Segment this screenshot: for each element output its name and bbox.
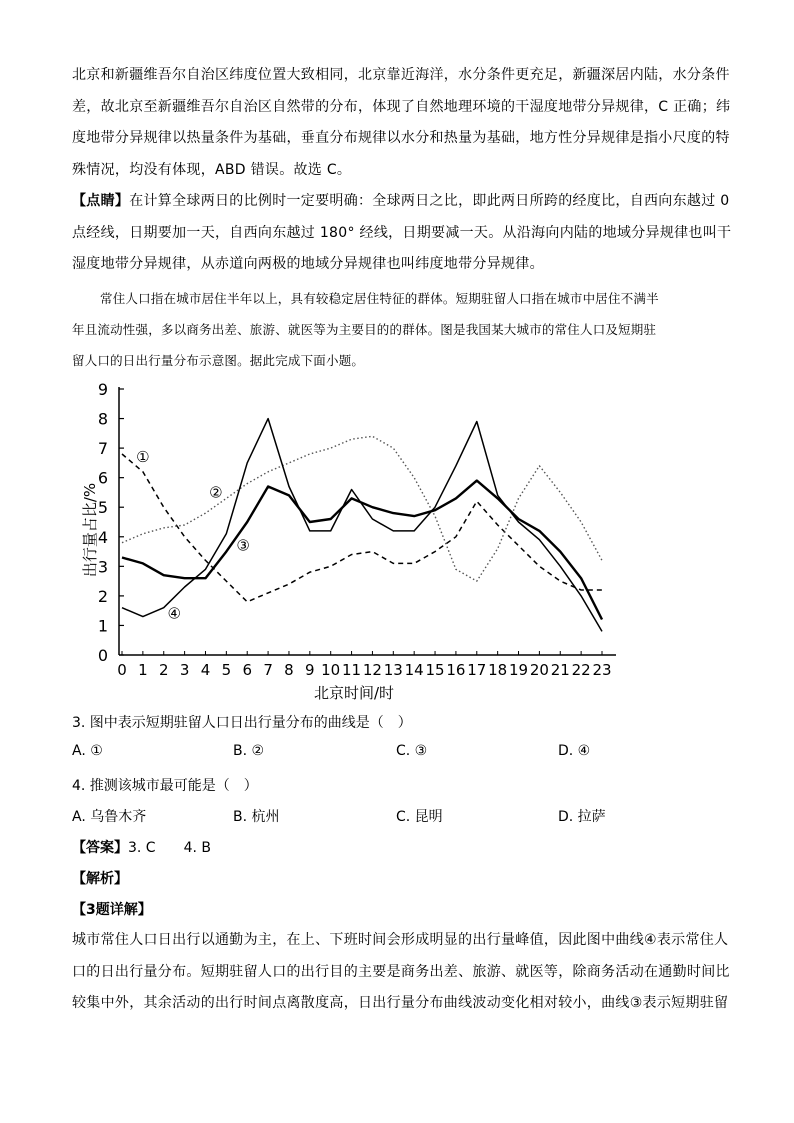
series-line-3 (122, 481, 602, 620)
x-tick-label: 6 (242, 661, 252, 679)
y-tick-label: 7 (97, 439, 108, 459)
y-tick-label: 5 (97, 498, 108, 518)
intro-line: 殊情况，均没有体现，ABD 错误。故选 C。 (72, 161, 352, 178)
detail-line: 口的日出行量分布。短期驻留人口的出行目的主要是商务出差、旅游、就医等，除商务活动在通勤时间比 (72, 963, 730, 980)
x-tick-label: 7 (263, 661, 273, 679)
q3-option-d[interactable]: D. ④ (558, 743, 591, 759)
answer-label: 【答案】 (72, 840, 128, 856)
series-marker-4: ④ (167, 604, 181, 623)
x-tick-label: 2 (158, 661, 169, 679)
x-tick-label: 8 (284, 661, 294, 679)
x-tick-label: 11 (342, 661, 362, 679)
x-tick-label: 16 (446, 661, 466, 679)
detail-line: 城市常住人口日出行以通勤为主，在上、下班时间会形成明显的出行量峰值，因此图中曲线④表示常住人 (72, 932, 729, 948)
x-tick-label: 18 (488, 661, 508, 679)
y-tick-label: 3 (97, 557, 108, 577)
x-tick-label: 21 (550, 661, 570, 679)
answer-line (72, 837, 211, 857)
x-tick-label: 4 (200, 661, 211, 679)
material-paragraph (72, 283, 722, 376)
q4-options (72, 806, 722, 826)
intro-paragraph (72, 60, 731, 186)
y-tick-label: 2 (97, 586, 108, 606)
q3-options (72, 743, 722, 763)
material-line: 留人口的日出行量分布示意图。据此完成下面小题。 (72, 353, 365, 368)
q3-option-c[interactable]: C. ③ (396, 743, 428, 759)
x-tick-label: 14 (404, 661, 424, 679)
q4-option-c[interactable]: C. 昆明 (396, 809, 443, 825)
series-marker-2: ② (209, 483, 223, 502)
q4-option-d[interactable]: D. 拉萨 (558, 809, 606, 825)
intro-line: 北京和新疆维吾尔自治区纬度位置大致相同，北京靠近海洋，水分条件更充足，新疆深居内陆，水分条件 (72, 67, 730, 83)
detail-label: 【3题详解】 (72, 902, 152, 918)
x-tick-label: 3 (179, 661, 190, 679)
y-axis-title: 出行量占比/% (81, 482, 99, 578)
q4-option-a[interactable]: A. 乌鲁木齐 (72, 809, 147, 825)
x-tick-label: 22 (571, 661, 591, 679)
q3-option-b[interactable]: B. ② (233, 743, 265, 759)
detail-paragraph (72, 925, 730, 1020)
x-tick-label: 5 (221, 661, 232, 679)
material-line: 常住人口指在城市居住半年以上，具有较稳定居住特征的群体。短期驻留人口指在城市中居住不满半 (100, 291, 659, 306)
x-tick-label: 12 (362, 661, 382, 679)
x-tick-label: 9 (305, 661, 315, 679)
x-tick-label: 17 (467, 661, 487, 679)
material-line: 年且流动性强，多以商务出差、旅游、就医等为主要目的的群体。图是我国某大城市的常住人口及短期驻 (72, 322, 657, 337)
tip-line: 在计算全球两日的比例时一定要明确：全球两日之比，即此两日所跨的经度比，自西向东越过 0 (129, 193, 730, 209)
y-tick-label: 6 (97, 468, 108, 488)
tip-line: 湿度地带分异规律，从赤道向两极的地域分异规律也叫纬度地带分异规律。 (72, 256, 544, 272)
y-tick-label: 0 (97, 646, 108, 665)
y-tick-label: 1 (97, 616, 108, 636)
y-tick-label: 9 (97, 380, 108, 399)
x-tick-label: 19 (508, 661, 529, 679)
intro-line: 差，故北京至新疆维吾尔自治区自然带的分布，体现了自然地理环境的干湿度地带分异规律，C 正确；纬 (72, 98, 731, 115)
tip-paragraph (72, 186, 732, 281)
x-tick-label: 23 (592, 661, 612, 679)
x-tick-label: 1 (138, 661, 148, 679)
x-tick-label: 15 (425, 661, 445, 679)
q4-stem: 4. 推测该城市最可能是（ ） (72, 778, 258, 794)
q3-stem: 3. 图中表示短期驻留人口日出行量分布的曲线是（ ） (72, 715, 412, 731)
series-line-2 (122, 436, 602, 581)
y-tick-label: 4 (97, 527, 108, 547)
y-tick-label: 8 (97, 409, 108, 429)
answer-text: 3. C 4. B (128, 840, 211, 856)
detail-line: 较集中外，其余活动的出行时间点离散度高，日出行量分布曲线波动变化相对较小，曲线③表示短期驻留 (72, 995, 729, 1011)
q4-option-b[interactable]: B. 杭州 (233, 809, 280, 825)
x-axis-title: 北京时间/时 (313, 684, 395, 702)
x-tick-label: 20 (529, 661, 549, 679)
series-marker-1: ① (136, 447, 150, 466)
x-tick-label: 10 (321, 661, 341, 679)
series-marker-3: ③ (236, 536, 250, 555)
trip-distribution-chart (0, 375, 794, 705)
tip-line-first (72, 186, 730, 218)
intro-line: 度地带分异规律以热量条件为基础，垂直分布规律以水分和热量为基础，地方性分异规律是指小尺度的特 (72, 130, 730, 146)
analysis-label: 【解析】 (72, 871, 128, 887)
tip-label: 【点睛】 (72, 193, 130, 209)
x-tick-label: 13 (383, 661, 403, 679)
x-tick-label: 0 (117, 661, 127, 679)
q3-option-a[interactable]: A. ① (72, 743, 103, 759)
tip-line: 点经线，日期要加一天，自西向东越过 180° 经线，日期要减一天。从沿海向内陆的地域分异规律也叫干 (72, 224, 732, 241)
